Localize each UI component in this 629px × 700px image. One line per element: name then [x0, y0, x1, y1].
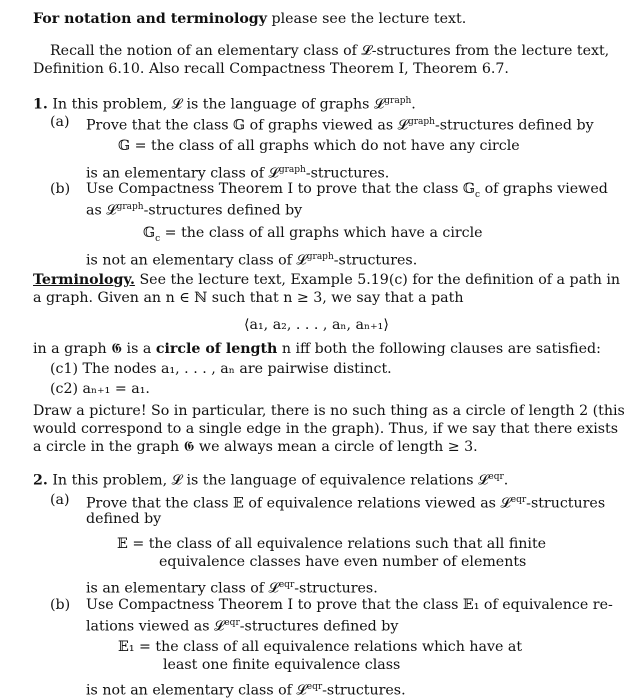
terminology-line-3: in a graph 𝕲 is a circle of length n iff both the following clauses are satisfied: — [33, 341, 601, 357]
problem-2b-label: (b) — [50, 597, 71, 613]
draw-line-1: Draw a picture! So in particular, there is no such thing as a circle of length 2 (this — [33, 403, 625, 419]
problem-1-number: 1. — [33, 96, 48, 113]
problem-1a-definition: 𝔾 = the class of all graphs which do not have any circle — [118, 138, 520, 154]
problem-2b-line-2: lations viewed as 𝓛$^{eqr}$-structures defined by — [86, 618, 399, 635]
problem-2b-conclusion: is not an elementary class of 𝓛$^{eqr}$-structures. — [86, 682, 406, 699]
problem-2b-line-1: Use Compactness Theorem I to prove that the class 𝔼₁ of equivalence re- — [86, 597, 613, 613]
clause-c1: (c1) The nodes a₁, . . . , aₙ are pairwise distinct. — [50, 361, 392, 377]
problem-2a-conclusion: is an elementary class of 𝓛$^{eqr}$-structures. — [86, 580, 378, 597]
problem-1a-line-1: Prove that the class 𝔾 of graphs viewed as 𝓛$^{graph}$-structures defined by — [86, 117, 594, 134]
problem-2a-line-2: defined by — [86, 511, 162, 527]
problem-2b-definition-1: 𝔼₁ = the class of all equivalence relations which have at — [118, 639, 523, 655]
draw-line-2: would correspond to a single edge in the graph). Thus, if we say that there exists — [33, 421, 619, 437]
draw-line-3: a circle in the graph 𝕲 we always mean a circle of length ≥ 3. — [33, 439, 478, 455]
problem-2b-definition-2: least one finite equivalence class — [163, 657, 401, 673]
problem-1b-definition: 𝔾$_c$ = the class of all graphs which have a circle — [143, 225, 483, 244]
problem-1b-label: (b) — [50, 181, 71, 197]
header-bold: For notation and terminology — [33, 11, 267, 27]
terminology-line-2: a graph. Given an n ∈ ℕ such that n ≥ 3, we say that a path — [33, 290, 464, 306]
header-line — [33, 10, 466, 28]
problem-1-stem: 1. In this problem, 𝓛 is the language of graphs 𝓛$^{graph}$. — [33, 96, 416, 113]
problem-1a-conclusion: is an elementary class of 𝓛$^{graph}$-structures. — [86, 165, 390, 182]
problem-1b-conclusion: is not an elementary class of 𝓛$^{graph}$-structures. — [86, 252, 418, 269]
terminology-heading: Terminology. — [33, 272, 135, 288]
clause-c2: (c2) aₙ₊₁ = a₁. — [50, 381, 150, 397]
intro-line-2: Definition 6.10. Also recall Compactness Theorem I, Theorem 6.7. — [33, 61, 509, 77]
problem-2a-definition-1: 𝔼 = the class of all equivalence relations such that all finite — [117, 536, 547, 552]
problem-2a-definition-2: equivalence classes have even number of elements — [159, 554, 527, 570]
header-rest: please see the lecture text. — [266, 11, 467, 27]
problem-1b-line-2: as 𝓛$^{graph}$-structures defined by — [86, 202, 303, 219]
intro-line-1: Recall the notion of an elementary class of 𝓛-structures from the lecture text, — [50, 43, 610, 59]
problem-2-number: 2. — [33, 472, 48, 489]
problem-2a-line-1: Prove that the class 𝔼 of equivalence relations viewed as 𝓛$^{eqr}$-structures — [86, 495, 606, 512]
problem-1a-label: (a) — [50, 114, 70, 130]
terminology-line-1: Terminology. See the lecture text, Example 5.19(c) for the definition of a path in — [33, 272, 621, 288]
problem-2-stem: 2. In this problem, 𝓛 is the language of equivalence relations 𝓛$^{eqr}$. — [33, 472, 509, 489]
problem-2a-label: (a) — [50, 492, 70, 508]
path-tuple: ⟨a₁, a₂, . . . , aₙ, aₙ₊₁⟩ — [244, 317, 389, 333]
problem-1b-line-1: Use Compactness Theorem I to prove that the class 𝔾$_c$ of graphs viewed — [86, 181, 608, 200]
